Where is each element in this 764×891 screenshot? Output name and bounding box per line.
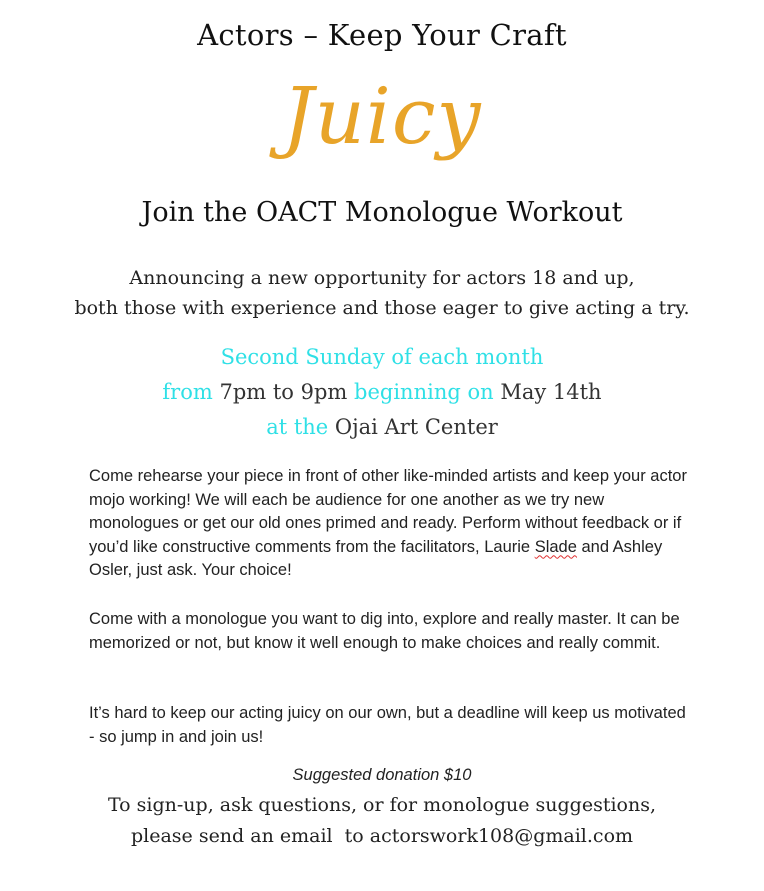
paragraph-rehearse (89, 465, 689, 583)
paragraph-monologue: Come with a monologue you want to dig into, explore and really master. It can be memorized or not, but know it well enough to make choices and really commit. (89, 610, 680, 652)
schedule-date: May 14th (500, 380, 602, 404)
schedule-from: from (162, 380, 213, 404)
schedule-time-line (0, 375, 764, 410)
suggested-donation: Suggested donation $10 (292, 766, 472, 784)
paragraph-rehearse-end: and Ashley Osler, just ask. Your choice! (89, 537, 663, 579)
schedule-time: 7pm to 9pm (219, 380, 348, 404)
schedule-at-the: at the (266, 415, 329, 439)
flyer-subtitle: Join the OACT Monologue Workout (141, 197, 623, 228)
announcement (0, 263, 764, 323)
schedule-location: Ojai Art Center (334, 415, 498, 439)
facilitator-name-slade: Slade (534, 537, 577, 556)
paragraph-motivation: It’s hard to keep our acting juicy on our own, but a deadline will keep us motivated - so jump in and join us! (89, 704, 686, 746)
schedule-block (0, 340, 764, 445)
announcement-line-1: Announcing a new opportunity for actors 18 and up, (129, 267, 635, 289)
contact-block (0, 790, 764, 852)
flyer-title: Actors – Keep Your Craft (197, 18, 567, 52)
contact-line-2: please send an email to actorswork108@gmail.com (130, 825, 634, 847)
juicy-heading: Juicy (282, 72, 482, 162)
paragraph-rehearse-start: Come rehearse your piece in front of other like-minded artists and keep your actor mojo working! We will each be audience for one another as we try new monologues or get our old ones primed and ready. Perform without feedback or if you’d like constructive comments from the facilitators, Laurie (89, 467, 687, 556)
schedule-location-line (0, 410, 764, 445)
schedule-day: Second Sunday of each month (220, 345, 544, 369)
announcement-line-2: both those with experience and those eager to give acting a try. (74, 297, 690, 319)
schedule-beginning: beginning on (354, 380, 494, 404)
contact-line-1: To sign-up, ask questions, or for monologue suggestions, (107, 794, 656, 816)
